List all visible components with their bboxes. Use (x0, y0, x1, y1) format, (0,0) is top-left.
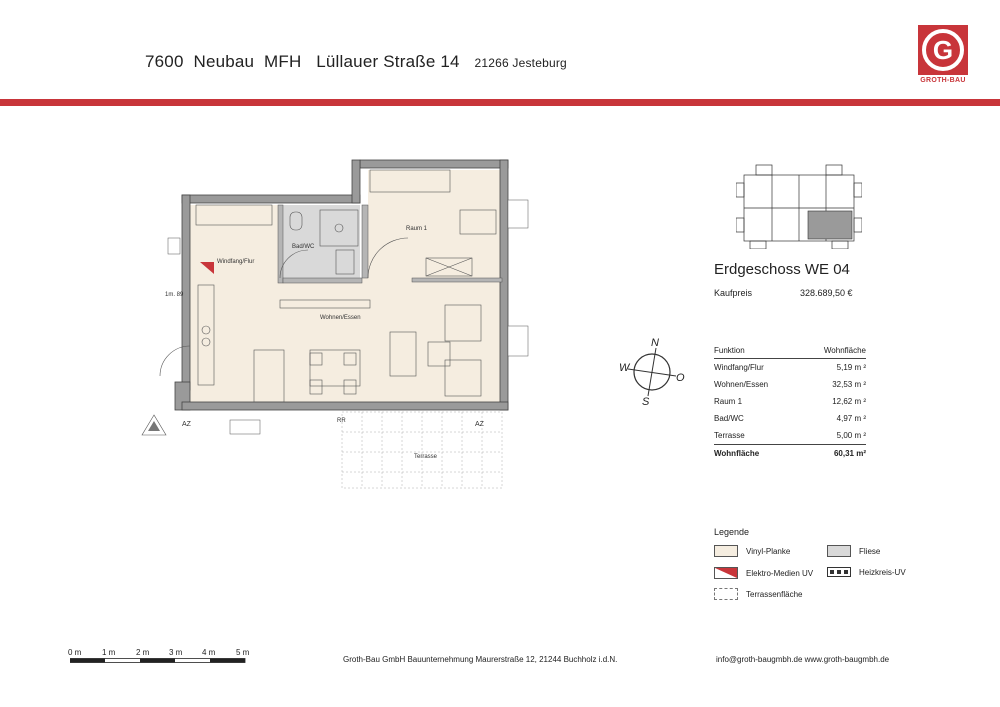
compass-s: S (642, 396, 650, 408)
header-title (145, 52, 567, 72)
area-table (714, 342, 866, 462)
footer-company: Groth-Bau GmbH Bauunternehmung Maurerstraße 12, 21244 Buchholz i.d.N. (343, 655, 618, 664)
row-name: Bad/WC (714, 414, 744, 423)
swatch-vinyl (714, 545, 738, 557)
total-area: 60,31 m² (799, 445, 866, 463)
floor-windfang (190, 205, 278, 278)
label-windfang: Windfang/Flur (217, 259, 255, 265)
logo-letter: G (932, 35, 954, 65)
row-name: Raum 1 (714, 397, 743, 406)
header-city: 21266 Jesteburg (474, 56, 567, 70)
table-total-row (714, 445, 866, 463)
legend-item-terrassen (714, 588, 802, 600)
legend-item-heiz (827, 567, 906, 577)
table-row (714, 376, 866, 393)
label-height: 1m. 89 (165, 292, 184, 298)
company-logo (918, 25, 968, 89)
scale-label: 4 m (202, 648, 216, 657)
compass-w: W (619, 362, 630, 374)
label-az-right: AZ (475, 421, 484, 428)
label-raum1: Raum 1 (406, 226, 428, 232)
scale-label: 5 m (236, 648, 250, 657)
key-plan (736, 163, 862, 249)
scale-label: 0 m (68, 648, 82, 657)
label-wohnen: Wohnen/Essen (320, 315, 361, 321)
row-area: 4,97 m ² (836, 414, 866, 423)
price-value: 328.689,50 € (800, 288, 853, 298)
legend-item-vinyl (714, 545, 790, 557)
floor-raum1 (368, 170, 500, 278)
scale-bar (70, 658, 250, 664)
table-row (714, 359, 866, 377)
swatch-elektro (714, 567, 738, 579)
total-name: Wohnfläche (714, 445, 799, 463)
key-plan-highlight (808, 211, 852, 239)
label-terrasse: Terrasse (414, 454, 438, 460)
compass-n: N (651, 337, 659, 349)
row-area: 32,53 m ² (832, 380, 866, 389)
row-name: Windfang/Flur (714, 363, 764, 372)
legend-title: Legende (714, 527, 750, 537)
legend-item-tile (827, 545, 880, 557)
floor-wohnen (190, 278, 500, 403)
legend-item-elektro (714, 567, 813, 579)
swatch-tile (827, 545, 851, 557)
col-area: Wohnfläche (799, 342, 866, 359)
area-table-header (714, 342, 866, 359)
compass-o: O (676, 372, 685, 384)
table-row (714, 410, 866, 427)
table-row (714, 427, 866, 445)
price-label: Kaufpreis (714, 288, 753, 298)
swatch-terrassen (714, 588, 738, 600)
scale-label: 1 m (102, 648, 116, 657)
label-az-left: AZ (182, 421, 191, 428)
table-row (714, 393, 866, 410)
row-area: 5,19 m ² (836, 363, 866, 372)
row-name: Wohnen/Essen (714, 380, 769, 389)
header-address: 7600 Neubau MFH Lüllauer Straße 14 (145, 52, 460, 71)
col-function: Funktion (714, 342, 799, 359)
scale-label: 2 m (136, 648, 150, 657)
header-divider (0, 99, 1000, 106)
legend-label: Elektro-Medien UV (746, 568, 814, 578)
scale-label: 3 m (169, 648, 183, 657)
legend-label: Heizkreis-UV (859, 567, 906, 577)
logo-mark (918, 25, 968, 75)
label-bad: Bad/WC (292, 244, 315, 250)
swatch-heiz (827, 567, 851, 577)
footer-contact: info@groth-baugmbh.de www.groth-baugmbh.de (716, 655, 890, 664)
unit-title: Erdgeschoss WE 04 (714, 261, 850, 278)
row-name: Terrasse (714, 431, 745, 440)
logo-text: GROTH-BAU (920, 77, 966, 84)
row-area: 5,00 m ² (836, 431, 866, 440)
legend-label: Terrassenfläche (746, 589, 803, 599)
legend-label: Vinyl-Planke (746, 546, 791, 556)
legend-label: Fliese (859, 546, 881, 556)
label-rr: RR (337, 418, 346, 424)
row-area: 12,62 m ² (832, 397, 866, 406)
